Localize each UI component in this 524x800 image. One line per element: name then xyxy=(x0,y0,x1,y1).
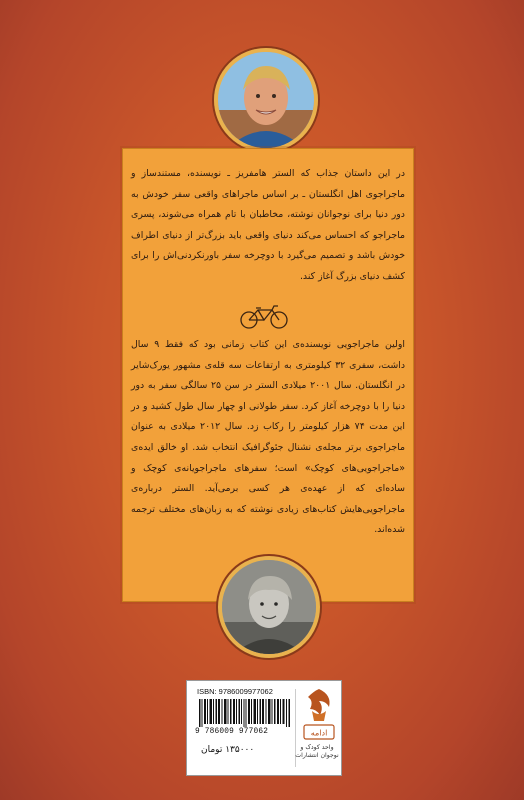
barcode-icon xyxy=(199,699,291,727)
author-bio-paragraph: اولین ماجراجویی نویسنده‌ی این کتاب زمانی بود که فقط ۹ سال داشت، سفری ۳۲ کیلومتری به ارتفاعات سه قله‌ی مشهور یورک‌شایر در انگلستان. سال ۲۰۰۱ میلادی الستر در سن ۲۵ سالگی سفر به دور دنیا را با دوچرخه آغاز کرد. سفر طولانی او چهار سال طول کشید و در این مدت ۷۴ هزار کیلومتر را رکاب زد. سال ۲۰۱۲ میلادی به عنوان ماجراجوی برتر مجله‌ی نشنال جئوگرافیک انتخاب شد. او خالق ایده‌ی «ماجراجویی‌های کوچک» است؛ سفرهای ماجراجویانه‌ی کوچک و ساده‌ای که از عهده‌ی هر کسی برمی‌آید. الستر درباره‌ی ماجراجویی‌هایش کتاب‌های زیادی نوشته که به زبان‌های مختلف ترجمه شده‌اند. xyxy=(131,339,406,536)
barcode-label xyxy=(186,680,342,776)
isbn-text: ISBN: 9786009977062 xyxy=(197,687,273,696)
synopsis-panel xyxy=(122,148,414,602)
publisher-logo-text: ادامه xyxy=(310,728,328,738)
barcode-digits: 9 786009 977062 xyxy=(195,728,269,736)
publisher-tagline: واحد کودک و نوجوان انتشارات xyxy=(295,744,339,759)
bicycle-icon xyxy=(238,304,290,330)
publisher-logo-icon xyxy=(302,687,336,743)
synopsis-paragraph: در این داستان جذاب که الستر هامفریز ـ نویسنده، مستندساز و ماجراجوی اهل انگلستان ـ بر اساس ماجراهای واقعی سفر خودش به دور دنیا برای نوجوانان نوشته، مخاطبان با تام همراه می‌شوند، پسری ماجراجو که احساس می‌کند دنیای واقعی باید بزرگ‌تر از دنیای اطراف خودش باشد و تصمیم می‌گیرد با دوچرخه سفر باورنکردنی‌اش را برای کشف دنیای بزرگ آغاز کند. xyxy=(131,168,405,282)
price-text: ۱۳۵۰۰۰ تومان xyxy=(201,745,255,755)
author-adult-photo xyxy=(214,48,318,152)
author-child-photo xyxy=(218,556,320,658)
